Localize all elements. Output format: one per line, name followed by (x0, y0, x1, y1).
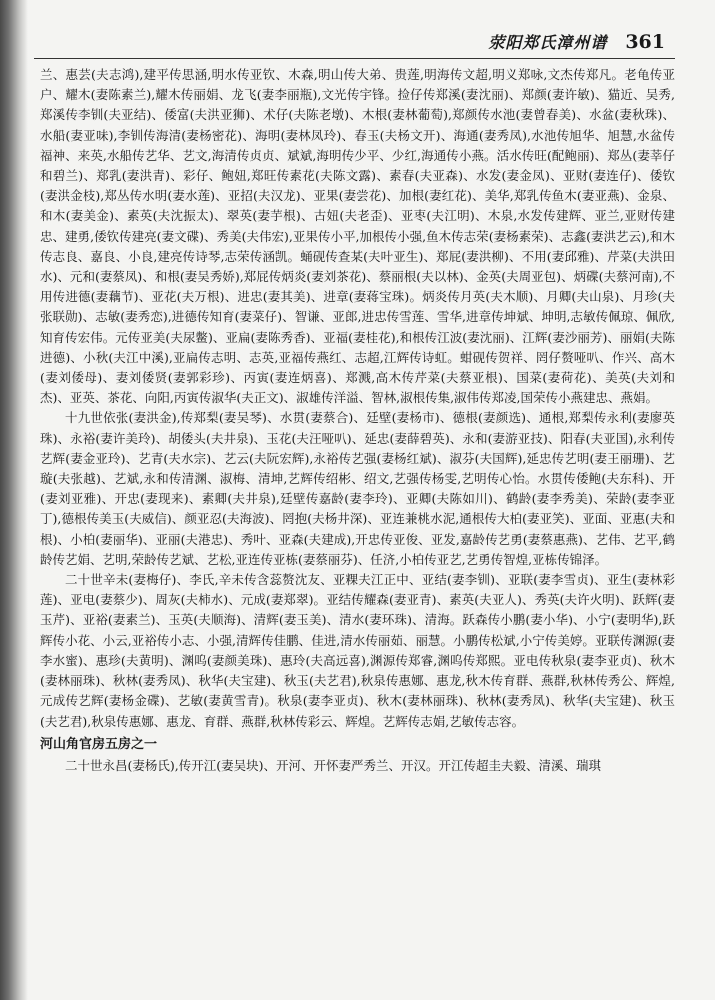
paragraph-generation-18: 兰、惠芸(夫志鸿),建平传思涵,明水传亚钦、木森,明山传大弟、贵莲,明海传文超,明义郑咏,文杰传郑凡。老龟传亚户、耀木(妻陈素兰),耀木传丽娟、龙飞(妻李丽瓶),文光传宇锋。捡仔传郑溪(妻沈丽)、郑颜(妻许敏)、猫近、吴秀,郑溪传李钏(夫亚结)、倭富(夫洪亚狮)、术仔(夫陈老墩)、木根(妻林葡萄),郑颜传水池(妻曾春美)、水盆(妻秋珠)、水船(妻亚味),李钏传海清(妻杨密花)、海明(妻林凤玲)、春玉(夫杨文开)、海通(妻秀凤),水池传旭华、旭慧,水盆传福神、来英,水船传艺华、艺文,海清传贞贞、斌斌,海明传少平、少红,海通传小燕。活水传旺(配鲍丽)、郑丛(妻莘仔和碧兰)、郑乳(妻洪青)、彩仔、鲍妞,郑旺传素花(夫陈文露)、素春(夫亚森)、水发(妻金凤)、亚财(妻连仔)、倭钦(妻洪金枝),郑丛传水明(妻水莲)、亚招(夫汉龙)、亚果(妻尝花)、加根(妻红花)、美华,郑乳传鱼木(妻亚燕)、金泉、和木(妻美金)、素英(夫沈振太)、翠英(妻芋根)、古妞(夫老歪)、亚枣(夫江明)、木泉,水发传建辉、亚兰,亚财传建忠、建勇,倭钦传建亮(妻文碟)、秀美(夫伟宏),亚果传小平,加根传小强,鱼木传志荣(妻杨素荣)、志鑫(妻洪艺云),和木传志良、嘉良、小良,建亮传诗琴,志荣传涵凯。蛹砚传查某(夫叶亚生)、郑屁(妻洪柳)、不用(妻邱雅)、芹菜(夫洪田水)、元和(妻蔡凤)、和根(妻吴秀娇),郑屁传炳炎(妻刘茶花)、蔡丽根(夫以林)、金英(夫周亚包)、炳碟(夫蔡河南),不用传进德(妻藕节)、亚花(夫万根)、进忠(妻其美)、进章(妻蒋宝珠)。炳炎传月英(夫木顺)、月卿(夫山泉)、月珍(夫张联勋)、志敏(妻秀恋),进德传知育(妻菜仔)、智谦、亚郎,进忠传雪莲、雪华,进章传坤斌、坤明,志敏传佩琼、佩欣,知育传宏伟。元传亚美(夫尿鳖)、亚扁(妻陈秀香)、亚福(妻桂花),和根传江波(妻沈丽)、江辉(妻沙丽芳)、丽娟(夫陈进德)、小秋(夫江中溪),亚扁传志明、志英,亚福传燕红、志超,江辉传诗虹。蚶砚传贺祥、罔仔赘哑叭、作兴、高木(妻刘倭母)、妻刘倭贤(妻郭彩珍)、丙寅(妻连炳喜)、郑溅,高木传芹菜(夫蔡亚根)、国菜(妻荷花)、美英(夫刘和杰)、亚英、茶花、向阳,丙寅传淑华(夫正文)、淑雄传洋溢、智林,淑根传集,淑伟传郑凌,国荣传小燕建忠、燕娟。 (40, 67, 675, 406)
paragraph-generation-19: 十九世依张(妻洪金),传郑梨(妻吴琴)、水贯(妻蔡合)、廷壁(妻杨市)、德根(妻颜选)、通根,郑梨传永利(妻廖英珠)、永裕(妻许美玲)、胡倭头(夫井泉)、玉花(夫汪哑叭)、延忠(妻薛碧英)、永和(妻游亚技)、阳春(夫亚国),永利传艺辉(妻金亚玲)、艺青(夫水宗)、艺云(夫阮宏辉),永裕传艺强(妻杨红斌)、淑芬(夫国辉),延忠传艺明(妻王丽珊)、艺璇(夫张越)、艺斌,永和传清渊、淑梅、清坤,艺辉传绍彬、绍文,艺强传杨雯,艺明传心怡。水贯传倭鲍(夫东科)、开(妻刘亚雅)、开忠(妻现来)、素卿(夫井泉),廷壁传嘉龄(妻李玲)、亚卿(夫陈如川)、鹤龄(妻李秀美)、荣龄(妻李亚丁),德根传美玉(夫威信)、颜亚忍(夫海波)、罔抱(夫杨井深)、亚连兼桃水泥,通根传大柏(妻亚笑)、亚面、亚惠(夫和根)、小柏(妻丽华)、亚丽(夫港忠)、秀叶、亚森(夫建成),开忠传亚俊、亚发,嘉龄传艺勇(妻蔡惠燕)、艺伟、艺平,鹤龄传艺娟、艺明,荣龄传艺斌、艺松,亚连传亚栋(妻蔡丽芬)、任济,小柏传亚艺,艺勇传智煌,亚栋传锦泽。 (40, 410, 675, 567)
section-heading: 河山角官房五房之一 (40, 736, 158, 752)
body-text (40, 65, 675, 988)
paragraph-generation-20: 二十世辛未(妻梅仔)、李氏,辛未传含蕊赘沈友、亚粿夫江正中、亚结(妻李钏)、亚联(妻李雪贞)、亚生(妻林彩莲)、亚电(妻蔡少)、周灰(夫柿水)、元成(妻郑翠)。亚结传耀森(妻亚青)、素英(夫亚人)、秀英(夫许火明)、跃辉(妻玉芹)、亚裕(妻素兰)、玉英(夫顺海)、清辉(妻玉美)、清水(妻环珠)、清海。跃森传小鹏(妻小华)、小宁(妻明华),跃辉传小花、小云,亚裕传小志、小强,清辉传佳鹏、佳进,清水传丽茹、丽慧。小鹏传松斌,小宁传美婷。亚联传渊源(妻李水蜜)、惠珍(夫黄明)、渊呜(妻颜美珠)、惠玲(夫高远喜),渊源传郑睿,渊呜传郑熙。亚电传秋泉(妻李亚贞)、秋木(妻林丽珠)、秋林(妻秀凤)、秋华(夫宝建)、秋玉(夫艺君),秋泉传惠娜、惠龙,秋木传育群、燕群,秋林传秀公、辉煌,元成传艺辉(妻杨金碟)、艺敏(妻黄雪青)。秋泉(妻李亚贞)、秋木(妻林丽珠)、秋林(妻秀凤)、秋华(夫宝建)、秋玉(夫艺君),秋泉传惠娜、惠龙、育群、燕群,秋林传彩云、辉煌。艺辉传志娟,艺敏传志容。 (40, 572, 675, 729)
binding-shadow (0, 0, 28, 1000)
page-number: 361 (625, 31, 665, 53)
header-rule (34, 58, 675, 59)
paragraph-final: 二十世永昌(妻杨氏),传开江(妻吴块)、开河、开怀妻严秀兰、开汉。开江传超圭夫毅、清溪、瑞琪 (65, 757, 601, 773)
running-title: 荥阳郑氏漳州谱 (488, 33, 608, 52)
page-header (488, 30, 665, 53)
